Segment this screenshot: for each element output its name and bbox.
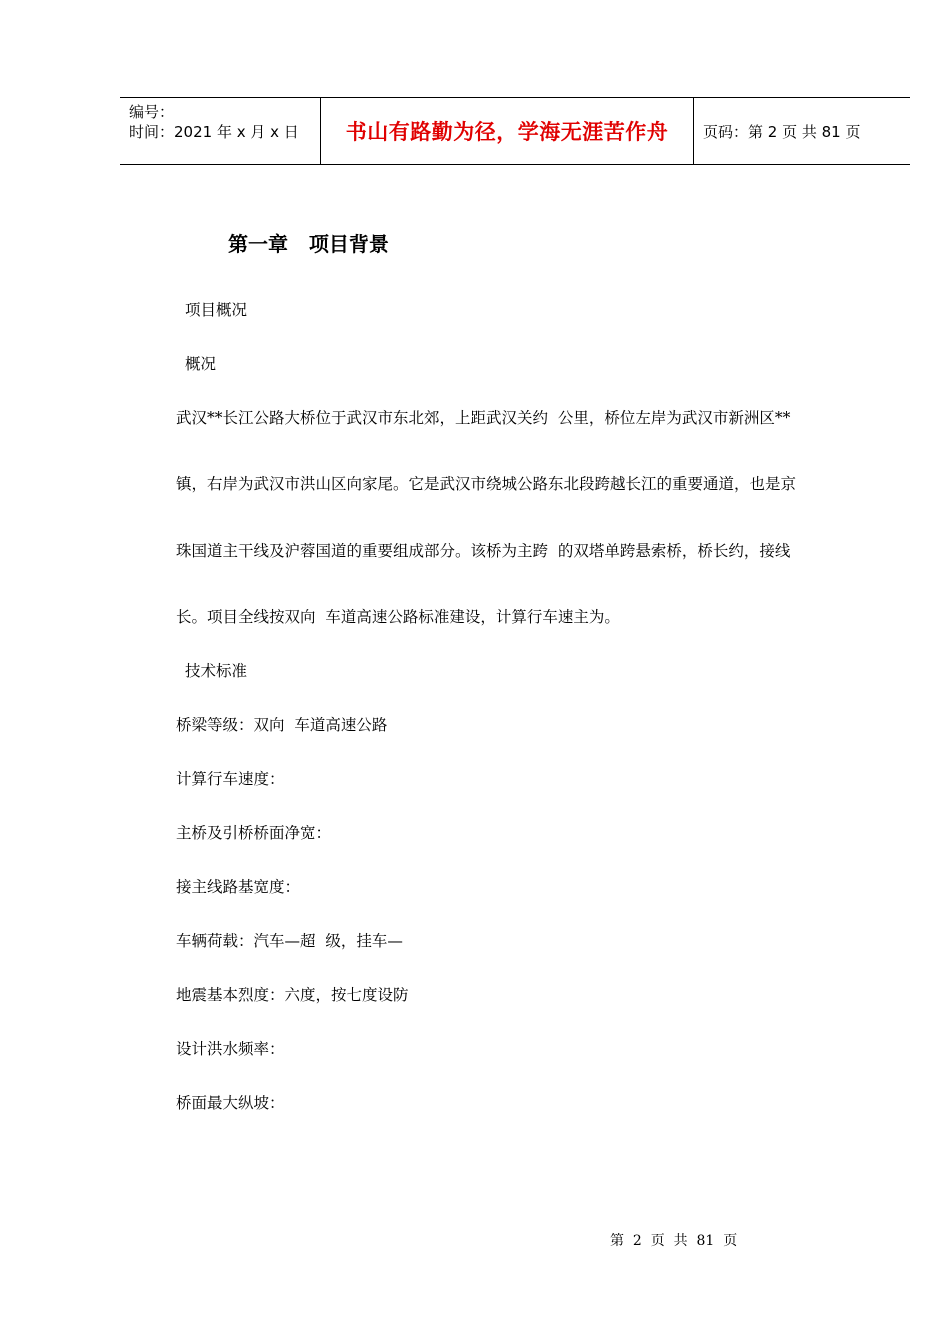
tech-item: 桥梁等级：双向 车道高速公路 xyxy=(176,716,388,734)
section-heading-overview: 项目概况 xyxy=(185,301,248,319)
chapter-title: 第一章 项目背景 xyxy=(228,232,389,256)
subsection-heading-overview: 概况 xyxy=(185,355,217,373)
tech-item: 设计洪水频率： xyxy=(176,1040,285,1058)
header-left-cell xyxy=(120,98,321,164)
paragraph-line: 镇，右岸为武汉市洪山区向家尾。它是武汉市绕城公路东北段跨越长江的重要通道，也是京 xyxy=(176,475,797,493)
tech-item: 地震基本烈度：六度，按七度设防 xyxy=(176,986,409,1004)
header-table xyxy=(120,97,910,165)
tech-item: 计算行车速度： xyxy=(176,770,285,788)
tech-item: 桥面最大纵坡： xyxy=(176,1094,285,1112)
motto: 书山有路勤为径，学海无涯苦作舟 xyxy=(321,98,694,164)
page-footer: 第 2 页 共 81 页 xyxy=(610,1233,738,1249)
code-label: 编号： xyxy=(129,103,175,121)
tech-item: 接主线路基宽度： xyxy=(176,878,301,896)
header-page-info: 页码：第 2 页 共 81 页 xyxy=(703,122,861,141)
paragraph-line: 武汉**长江公路大桥位于武汉市东北郊，上距武汉关约 公里，桥位左岸为武汉市新洲区** xyxy=(176,409,791,427)
tech-item: 主桥及引桥桥面净宽： xyxy=(176,824,332,842)
paragraph-line: 长。项目全线按双向 车道高速公路标准建设，计算行车速主为。 xyxy=(176,608,620,626)
section-heading-tech: 技术标准 xyxy=(185,662,248,680)
tech-item: 车辆荷载：汽车—超 级，挂车— xyxy=(176,932,403,950)
paragraph-line: 珠国道主干线及沪蓉国道的重要组成部分。该桥为主跨 的双塔单跨悬索桥，桥长约，接线 xyxy=(176,542,791,560)
time-label: 时间：2021 年 x 月 x 日 xyxy=(129,123,299,141)
